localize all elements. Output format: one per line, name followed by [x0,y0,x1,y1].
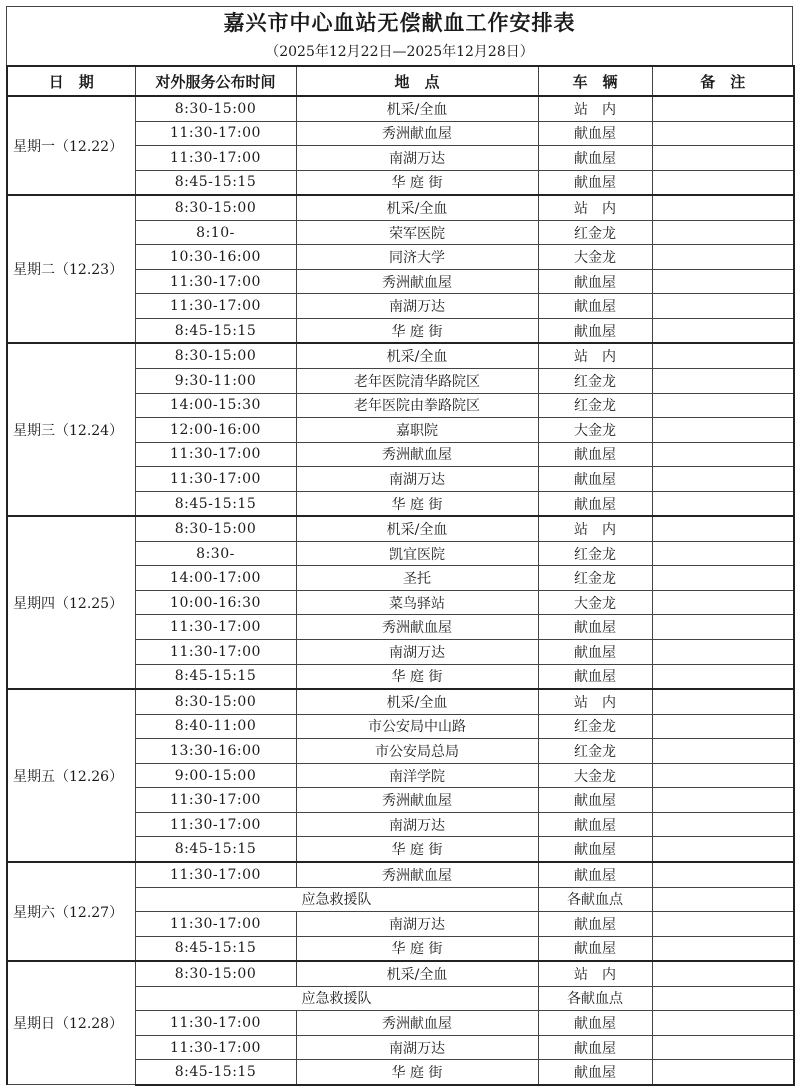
remark-cell [652,369,794,394]
header-date: 日 期 [7,66,135,96]
table-body [7,96,794,1085]
time-cell: 11:30-17:00 [135,467,296,492]
location-cell: 南湖万达 [296,294,538,319]
table-row [7,343,794,368]
vehicle-cell: 站 内 [538,343,652,368]
day-label-cell: 星期日（12.28） [7,961,135,1085]
vehicle-cell: 献血屋 [538,862,652,887]
location-cell: 市公安局中山路 [296,714,538,739]
remark-cell [652,318,794,343]
remark-cell [652,269,794,294]
vehicle-cell: 献血屋 [538,170,652,195]
location-cell: 机采/全血 [296,96,538,121]
time-cell: 8:45-15:15 [135,936,296,961]
day-label-cell: 星期六（12.27） [7,862,135,961]
vehicle-cell: 红金龙 [538,739,652,764]
vehicle-cell: 献血屋 [538,912,652,937]
vehicle-cell: 站 内 [538,689,652,714]
table-row [7,195,794,220]
table-row [7,516,794,541]
vehicle-cell: 献血屋 [538,812,652,837]
time-cell: 8:30-15:00 [135,689,296,714]
remark-cell [652,812,794,837]
remark-cell [652,245,794,270]
time-cell: 11:30-17:00 [135,294,296,319]
location-cell: 秀洲献血屋 [296,862,538,887]
vehicle-cell: 站 内 [538,961,652,986]
schedule-document [6,6,793,1086]
vehicle-cell: 献血屋 [538,1060,652,1085]
remark-cell [652,664,794,689]
time-cell: 8:30-15:00 [135,961,296,986]
vehicle-cell: 献血屋 [538,294,652,319]
vehicle-cell: 红金龙 [538,541,652,566]
date-range-subtitle: （2025年12月22日—2025年12月28日） [6,39,793,65]
vehicle-cell: 红金龙 [538,566,652,591]
location-cell: 嘉职院 [296,418,538,443]
location-cell: 机采/全血 [296,343,538,368]
vehicle-cell: 献血屋 [538,788,652,813]
location-cell: 老年医院由拳路院区 [296,393,538,418]
time-cell: 8:45-15:15 [135,1060,296,1085]
time-cell: 8:45-15:15 [135,664,296,689]
remark-cell [652,986,794,1011]
time-cell: 11:30-17:00 [135,862,296,887]
time-cell: 11:30-17:00 [135,640,296,665]
vehicle-cell: 站 内 [538,96,652,121]
time-cell: 8:45-15:15 [135,491,296,516]
remark-cell [652,541,794,566]
time-cell: 8:30- [135,541,296,566]
location-cell: 华 庭 街 [296,837,538,862]
location-cell: 南湖万达 [296,812,538,837]
location-cell: 市公安局总局 [296,739,538,764]
vehicle-cell: 大金龙 [538,763,652,788]
location-cell: 机采/全血 [296,961,538,986]
remark-cell [652,467,794,492]
document-title: 嘉兴市中心血站无偿献血工作安排表 [6,6,793,39]
vehicle-cell: 献血屋 [538,936,652,961]
merged-time-location-cell: 应急救援队 [135,887,538,912]
location-cell: 秀洲献血屋 [296,788,538,813]
remark-cell [652,96,794,121]
location-cell: 华 庭 街 [296,491,538,516]
location-cell: 菜鸟驿站 [296,590,538,615]
vehicle-cell: 红金龙 [538,220,652,245]
remark-cell [652,640,794,665]
location-cell: 南湖万达 [296,146,538,171]
day-label-cell: 星期一（12.22） [7,96,135,195]
remark-cell [652,689,794,714]
time-cell: 11:30-17:00 [135,442,296,467]
remark-cell [652,887,794,912]
remark-cell [652,491,794,516]
header-vehicle: 车 辆 [538,66,652,96]
time-cell: 9:00-15:00 [135,763,296,788]
time-cell: 8:30-15:00 [135,516,296,541]
location-cell: 秀洲献血屋 [296,269,538,294]
table-header-row [7,66,794,96]
remark-cell [652,763,794,788]
remark-cell [652,294,794,319]
vehicle-cell: 站 内 [538,516,652,541]
vehicle-cell: 大金龙 [538,418,652,443]
vehicle-cell: 献血屋 [538,318,652,343]
remark-cell [652,146,794,171]
time-cell: 11:30-17:00 [135,121,296,146]
time-cell: 8:30-15:00 [135,343,296,368]
location-cell: 华 庭 街 [296,318,538,343]
vehicle-cell: 献血屋 [538,146,652,171]
location-cell: 华 庭 街 [296,1060,538,1085]
vehicle-cell: 献血屋 [538,491,652,516]
location-cell: 秀洲献血屋 [296,121,538,146]
remark-cell [652,862,794,887]
remark-cell [652,739,794,764]
time-cell: 13:30-16:00 [135,739,296,764]
time-cell: 11:30-17:00 [135,146,296,171]
remark-cell [652,121,794,146]
table-row [7,689,794,714]
location-cell: 南洋学院 [296,763,538,788]
time-cell: 11:30-17:00 [135,615,296,640]
remark-cell [652,195,794,220]
remark-cell [652,837,794,862]
location-cell: 南湖万达 [296,467,538,492]
table-row [7,862,794,887]
day-label-cell: 星期二（12.23） [7,195,135,343]
remark-cell [652,615,794,640]
time-cell: 8:45-15:15 [135,170,296,195]
location-cell: 华 庭 街 [296,170,538,195]
time-cell: 9:30-11:00 [135,369,296,394]
vehicle-cell: 大金龙 [538,590,652,615]
vehicle-cell: 站 内 [538,195,652,220]
table-row [7,961,794,986]
time-cell: 10:30-16:00 [135,245,296,270]
remark-cell [652,170,794,195]
remark-cell [652,566,794,591]
vehicle-cell: 大金龙 [538,245,652,270]
remark-cell [652,418,794,443]
time-cell: 8:45-15:15 [135,318,296,343]
time-cell: 12:00-16:00 [135,418,296,443]
day-label-cell: 星期四（12.25） [7,516,135,689]
day-label-cell: 星期三（12.24） [7,343,135,516]
header-time: 对外服务公布时间 [135,66,296,96]
remark-cell [652,220,794,245]
remark-cell [652,961,794,986]
time-cell: 8:30-15:00 [135,195,296,220]
day-label-cell: 星期五（12.26） [7,689,135,862]
vehicle-cell: 献血屋 [538,640,652,665]
vehicle-cell: 献血屋 [538,1035,652,1060]
vehicle-cell: 献血屋 [538,837,652,862]
remark-cell [652,936,794,961]
location-cell: 华 庭 街 [296,936,538,961]
remark-cell [652,1011,794,1036]
remark-cell [652,516,794,541]
remark-cell [652,1060,794,1085]
schedule-table [6,65,795,1086]
time-cell: 11:30-17:00 [135,812,296,837]
remark-cell [652,590,794,615]
vehicle-cell: 献血屋 [538,467,652,492]
vehicle-cell: 各献血点 [538,887,652,912]
location-cell: 凯宜医院 [296,541,538,566]
time-cell: 11:30-17:00 [135,912,296,937]
header-location: 地 点 [296,66,538,96]
remark-cell [652,393,794,418]
time-cell: 8:40-11:00 [135,714,296,739]
time-cell: 14:00-15:30 [135,393,296,418]
merged-time-location-cell: 应急救援队 [135,986,538,1011]
vehicle-cell: 红金龙 [538,369,652,394]
location-cell: 同济大学 [296,245,538,270]
remark-cell [652,442,794,467]
time-cell: 8:30-15:00 [135,96,296,121]
location-cell: 南湖万达 [296,640,538,665]
location-cell: 南湖万达 [296,1035,538,1060]
time-cell: 8:10- [135,220,296,245]
remark-cell [652,788,794,813]
table-row [7,96,794,121]
time-cell: 11:30-17:00 [135,1035,296,1060]
remark-cell [652,912,794,937]
location-cell: 机采/全血 [296,689,538,714]
location-cell: 秀洲献血屋 [296,615,538,640]
remark-cell [652,1035,794,1060]
location-cell: 秀洲献血屋 [296,442,538,467]
vehicle-cell: 献血屋 [538,442,652,467]
time-cell: 8:45-15:15 [135,837,296,862]
location-cell: 秀洲献血屋 [296,1011,538,1036]
location-cell: 机采/全血 [296,195,538,220]
location-cell: 老年医院清华路院区 [296,369,538,394]
time-cell: 14:00-17:00 [135,566,296,591]
location-cell: 华 庭 街 [296,664,538,689]
vehicle-cell: 献血屋 [538,664,652,689]
location-cell: 南湖万达 [296,912,538,937]
vehicle-cell: 献血屋 [538,269,652,294]
time-cell: 10:00-16:30 [135,590,296,615]
time-cell: 11:30-17:00 [135,269,296,294]
vehicle-cell: 献血屋 [538,1011,652,1036]
vehicle-cell: 红金龙 [538,714,652,739]
location-cell: 机采/全血 [296,516,538,541]
header-remark: 备 注 [652,66,794,96]
remark-cell [652,343,794,368]
vehicle-cell: 献血屋 [538,121,652,146]
time-cell: 11:30-17:00 [135,788,296,813]
location-cell: 荣军医院 [296,220,538,245]
vehicle-cell: 献血屋 [538,615,652,640]
time-cell: 11:30-17:00 [135,1011,296,1036]
vehicle-cell: 各献血点 [538,986,652,1011]
vehicle-cell: 红金龙 [538,393,652,418]
remark-cell [652,714,794,739]
location-cell: 圣托 [296,566,538,591]
